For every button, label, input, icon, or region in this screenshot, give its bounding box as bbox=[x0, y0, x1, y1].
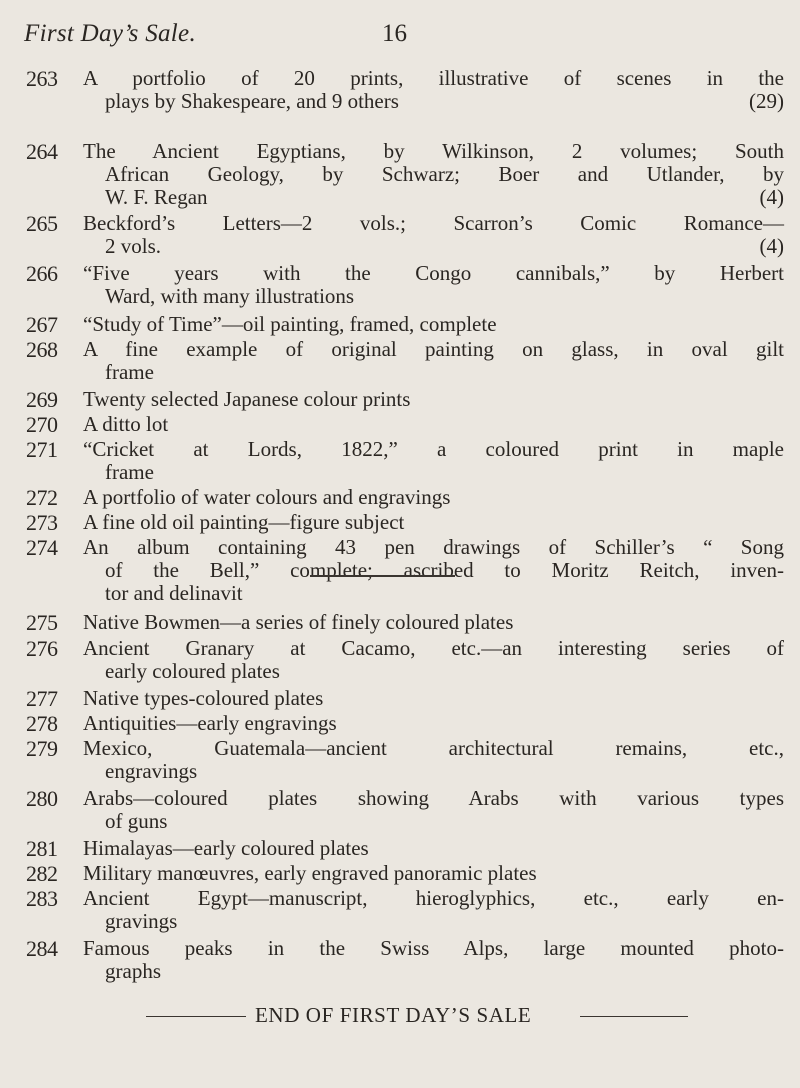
lot-description-text: engravings bbox=[105, 759, 198, 783]
section-divider bbox=[310, 575, 455, 577]
lot-description-text: graphs bbox=[105, 959, 161, 983]
footer-rule-left bbox=[146, 1016, 246, 1017]
lot-number: 275 bbox=[26, 610, 58, 635]
lot-description bbox=[83, 67, 784, 113]
lot-description-text: African Geology, by Schwarz; Boer and Utlander, by bbox=[105, 162, 784, 186]
lot-description-text: of guns bbox=[105, 809, 168, 833]
lot-description bbox=[83, 262, 784, 308]
lot-description-text: of the Bell,” complete; ascribed to Moritz Reitch, inven- bbox=[105, 558, 784, 582]
lot-description-line bbox=[83, 212, 784, 235]
lot-description bbox=[83, 486, 784, 509]
lot-description-line bbox=[83, 486, 784, 509]
lot-description-line bbox=[83, 285, 784, 308]
lot-number: 269 bbox=[26, 387, 58, 412]
lot-description-text: Ancient Granary at Cacamo, etc.—an interesting series of bbox=[83, 636, 784, 660]
lot-description bbox=[83, 712, 784, 735]
lot-description-line bbox=[83, 887, 784, 910]
lot-description-line bbox=[83, 511, 784, 534]
lot-description-text: gravings bbox=[105, 909, 178, 933]
lot-number: 268 bbox=[26, 337, 58, 362]
lot-description-line bbox=[83, 413, 784, 436]
lot-description-text: tor and delinavit bbox=[105, 581, 243, 605]
lot-description-text: A fine example of original painting on glass, in oval gilt bbox=[83, 337, 784, 361]
lot-description bbox=[83, 413, 784, 436]
lot-description bbox=[83, 837, 784, 860]
lot-description-text: early coloured plates bbox=[105, 659, 280, 683]
page-header bbox=[0, 20, 800, 50]
lot-description bbox=[83, 140, 784, 209]
lot-number: 280 bbox=[26, 786, 58, 811]
lot-description-line bbox=[83, 438, 784, 461]
lot-number: 283 bbox=[26, 886, 58, 911]
lot-number: 267 bbox=[26, 312, 58, 337]
lot-description-line bbox=[83, 536, 784, 559]
lot-price: (4) bbox=[759, 185, 784, 209]
lot-description-text: Famous peaks in the Swiss Alps, large mounted photo- bbox=[83, 936, 784, 960]
lot-description-text: frame bbox=[105, 460, 154, 484]
lot-number: 277 bbox=[26, 686, 58, 711]
lot-description-line bbox=[83, 559, 784, 582]
lot-description bbox=[83, 862, 784, 885]
lot-description-text: “Five years with the Congo cannibals,” by Herbert bbox=[83, 261, 784, 285]
lot-description-text: Native types-coloured plates bbox=[83, 686, 324, 710]
lot-description-text: A fine old oil painting—figure subject bbox=[83, 510, 405, 534]
lot-description-text: Native Bowmen—a series of finely coloured plates bbox=[83, 610, 514, 634]
lot-description-line bbox=[83, 837, 784, 860]
lot-description-line bbox=[83, 338, 784, 361]
lot-description-text: The Ancient Egyptians, by Wilkinson, 2 volumes; South bbox=[83, 139, 784, 163]
end-of-sale-text: END OF FIRST DAY’S SALE bbox=[255, 1003, 532, 1027]
lot-number: 270 bbox=[26, 412, 58, 437]
lot-description-line bbox=[83, 660, 784, 683]
lot-number: 263 bbox=[26, 66, 58, 91]
lot-description-text: An album containing 43 pen drawings of Schiller’s “ Song bbox=[83, 535, 784, 559]
lot-number: 274 bbox=[26, 535, 58, 560]
lot-number: 273 bbox=[26, 510, 58, 535]
lot-description-line bbox=[83, 637, 784, 660]
lot-price: (4) bbox=[759, 234, 784, 258]
lot-description-line bbox=[83, 262, 784, 285]
lot-number: 266 bbox=[26, 261, 58, 286]
lot-description-text: Antiquities—early engravings bbox=[83, 711, 337, 735]
page-number: 16 bbox=[382, 20, 407, 47]
lot-description-text: plays by Shakespeare, and 9 others bbox=[105, 89, 399, 113]
lot-description-text: Ancient Egypt—manuscript, hieroglyphics, etc., early en- bbox=[83, 886, 784, 910]
lot-description-line bbox=[83, 960, 784, 983]
lot-description bbox=[83, 637, 784, 683]
lot-description-text: Military manœuvres, early engraved panoramic plates bbox=[83, 861, 537, 885]
lot-number: 284 bbox=[26, 936, 58, 961]
lot-description-line bbox=[83, 313, 784, 336]
lot-number: 278 bbox=[26, 711, 58, 736]
lot-description bbox=[83, 787, 784, 833]
lot-number: 264 bbox=[26, 139, 58, 164]
lot-description bbox=[83, 536, 784, 605]
lot-price: (29) bbox=[749, 89, 784, 113]
lot-number: 279 bbox=[26, 736, 58, 761]
lot-description-text: “Study of Time”—oil painting, framed, complete bbox=[83, 312, 497, 336]
lot-description-text: frame bbox=[105, 360, 154, 384]
lot-description-line bbox=[83, 787, 784, 810]
lot-description-line bbox=[83, 361, 784, 384]
lot-description-text: A portfolio of 20 prints, illustrative of scenes in the bbox=[83, 66, 784, 90]
lot-description-line bbox=[83, 90, 784, 113]
lot-description-line bbox=[83, 582, 784, 605]
lot-description bbox=[83, 338, 784, 384]
lot-description-line bbox=[83, 737, 784, 760]
lot-number: 276 bbox=[26, 636, 58, 661]
lot-description-text: 2 vols. bbox=[105, 234, 162, 258]
lot-description-text: A portfolio of water colours and engravings bbox=[83, 485, 451, 509]
lot-description-line bbox=[83, 937, 784, 960]
lot-number: 265 bbox=[26, 211, 58, 236]
lot-description bbox=[83, 438, 784, 484]
footer-rule-right bbox=[580, 1016, 688, 1017]
lot-description-line bbox=[83, 388, 784, 411]
lot-description bbox=[83, 388, 784, 411]
lot-description bbox=[83, 887, 784, 933]
lot-number: 281 bbox=[26, 836, 58, 861]
lot-description-line bbox=[83, 67, 784, 90]
lot-description bbox=[83, 737, 784, 783]
lot-description-text: A ditto lot bbox=[83, 412, 169, 436]
lot-description-line bbox=[83, 611, 784, 634]
lot-description-text: Beckford’s Letters—2 vols.; Scarron’s Comic Romance— bbox=[83, 211, 784, 235]
lot-description-text: Ward, with many illustrations bbox=[105, 284, 355, 308]
lot-description bbox=[83, 687, 784, 710]
lot-description-text: Himalayas—early coloured plates bbox=[83, 836, 369, 860]
lot-number: 271 bbox=[26, 437, 58, 462]
lot-number: 272 bbox=[26, 485, 58, 510]
lot-description-line bbox=[83, 760, 784, 783]
lot-description bbox=[83, 313, 784, 336]
lot-description-text: W. F. Regan bbox=[105, 185, 208, 209]
lot-description-line bbox=[83, 810, 784, 833]
lot-number: 282 bbox=[26, 861, 58, 886]
lot-description bbox=[83, 611, 784, 634]
lot-description-text: “Cricket at Lords, 1822,” a coloured print in maple bbox=[83, 437, 784, 461]
lot-description-line bbox=[83, 910, 784, 933]
lot-description-text: Mexico, Guatemala—ancient architectural remains, etc., bbox=[83, 736, 784, 760]
sale-title: First Day’s Sale. bbox=[24, 20, 196, 47]
lot-description-line bbox=[83, 235, 784, 258]
end-of-sale-footer bbox=[0, 1003, 800, 1029]
lot-description-text: Twenty selected Japanese colour prints bbox=[83, 387, 411, 411]
lot-description-line bbox=[83, 163, 784, 186]
lot-description-line bbox=[83, 862, 784, 885]
lot-description-line bbox=[83, 186, 784, 209]
lot-description-line bbox=[83, 140, 784, 163]
lot-description-text: Arabs—coloured plates showing Arabs with various types bbox=[83, 786, 784, 810]
lot-description bbox=[83, 937, 784, 983]
lot-description-line bbox=[83, 687, 784, 710]
lot-description-line bbox=[83, 712, 784, 735]
lot-description-line bbox=[83, 461, 784, 484]
lot-description bbox=[83, 212, 784, 258]
lot-description bbox=[83, 511, 784, 534]
